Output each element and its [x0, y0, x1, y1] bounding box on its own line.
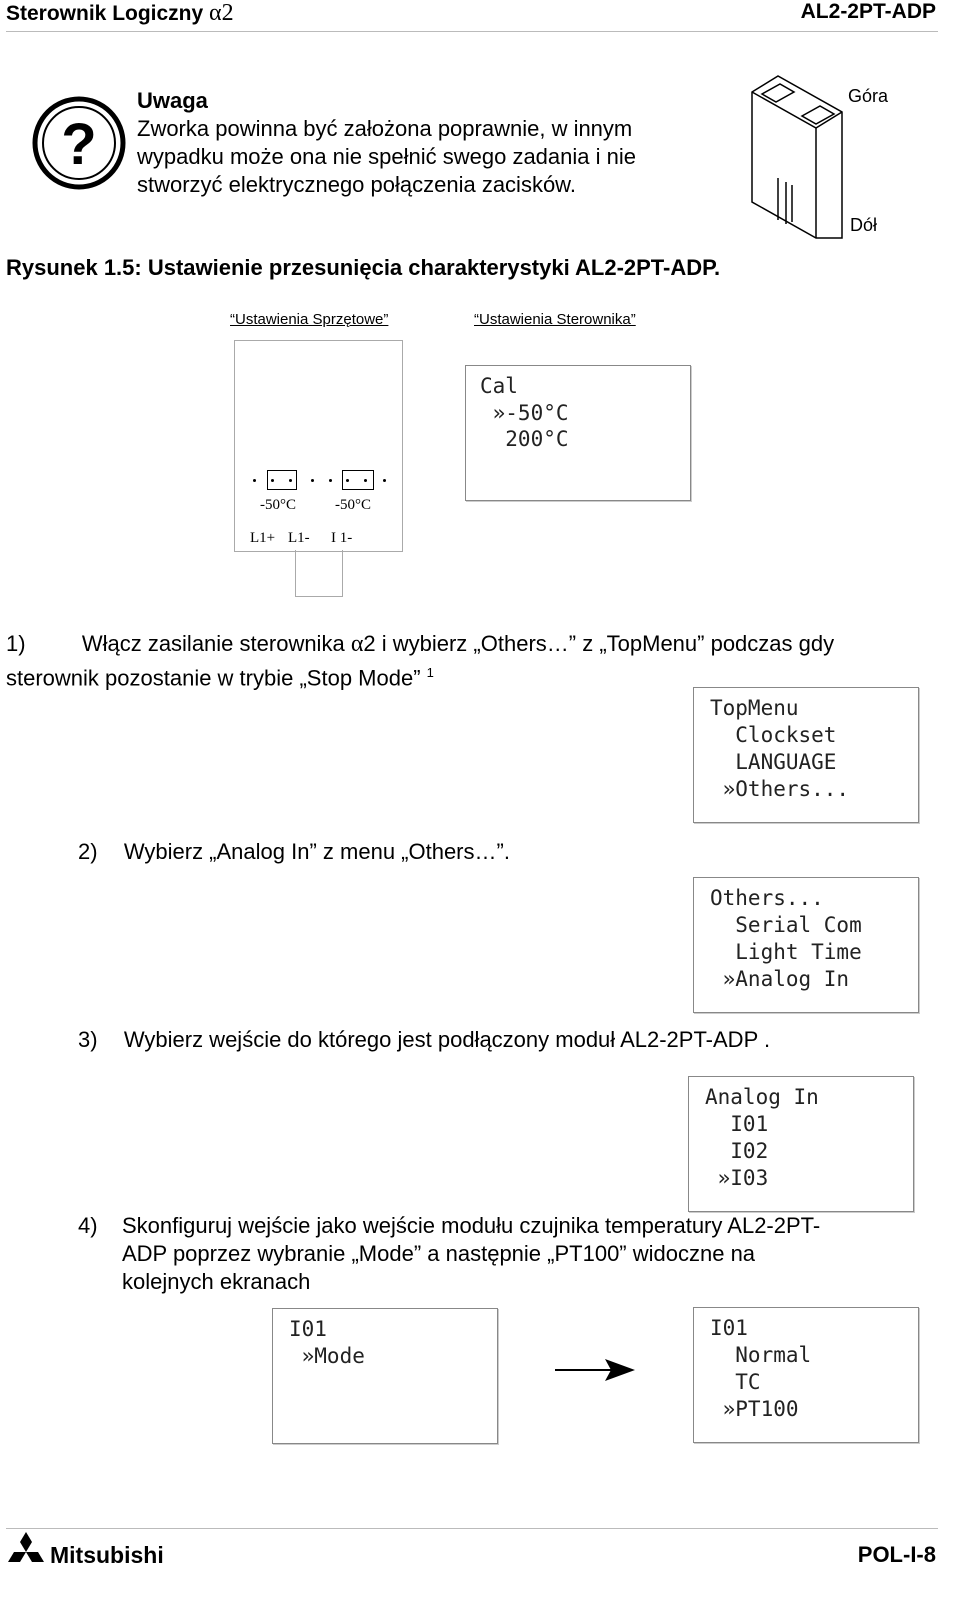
footer-rule: [6, 1528, 938, 1529]
step-text: Włącz zasilanie sterownika: [81, 631, 345, 656]
lcd-line: I02: [705, 1139, 769, 1163]
lcd-line: Cal: [480, 374, 518, 398]
header-product-name: Sterownik Logiczny: [6, 2, 204, 25]
jumper-bottom-label: Dół: [850, 215, 878, 235]
svg-text:?: ?: [61, 112, 97, 177]
lcd-line: I01: [710, 1316, 748, 1340]
step-4: [122, 1212, 932, 1296]
pin-dot: [329, 479, 332, 482]
hardware-module: [234, 340, 403, 552]
step-3: [78, 1026, 770, 1054]
step-2: [78, 838, 510, 866]
lcd-line: »-50°C: [480, 401, 569, 425]
hw-terminal-l1-plus: L1+: [250, 530, 276, 546]
lcd-mode-screen: [272, 1308, 498, 1444]
footnote-marker: 1: [426, 665, 434, 680]
pin-dot: [253, 479, 256, 482]
lcd-line: TC: [710, 1370, 761, 1394]
controller-settings-label: “Ustawienia Sterownika”: [474, 311, 636, 328]
hardware-connector: [295, 550, 343, 597]
step-number: 2): [78, 839, 98, 864]
lcd-line: TopMenu: [710, 696, 799, 720]
lcd-line: Analog In: [705, 1085, 819, 1109]
step-text: Wybierz „Analog In” z menu „Others…”.: [123, 839, 510, 864]
figure-caption: Rysunek 1.5: Ustawienie przesunięcia charakterystyki AL2-2PT-ADP.: [6, 255, 721, 280]
step-text: Skonfiguruj wejście jako wejście modułu czujnika temperatury AL2-2PT-: [122, 1213, 821, 1238]
lcd-line: 200°C: [480, 427, 569, 451]
hw-temp-left: -50°C: [260, 497, 296, 513]
question-mark-icon: [32, 96, 126, 190]
mitsubishi-logo-icon: [6, 1532, 46, 1568]
jumper-right: [342, 470, 374, 490]
lcd-line: Light Time: [710, 940, 862, 964]
step-1: [6, 630, 936, 658]
step-number: 1): [6, 631, 26, 656]
lcd-line: LANGUAGE: [710, 750, 837, 774]
lcd-line: »Others...: [710, 777, 850, 801]
alpha-symbol: α: [350, 631, 364, 657]
lcd-line: »PT100: [710, 1397, 799, 1421]
step-text: kolejnych ekranach: [122, 1269, 311, 1294]
note-line: wypadku może ona nie spełnić swego zadania i nie: [137, 144, 636, 169]
step-text: sterownik pozostanie w trybie „Stop Mode”: [6, 665, 421, 691]
step-4-number: 4): [78, 1213, 98, 1238]
footer-page-number: POL-I-8: [857, 1542, 936, 1567]
lcd-topmenu-screen: [693, 687, 919, 823]
pin-dot: [311, 479, 314, 482]
arrow-right-icon: [555, 1357, 637, 1383]
lcd-line: Normal: [710, 1343, 812, 1367]
lcd-line: I01: [705, 1112, 769, 1136]
jumper-left: [267, 470, 297, 490]
lcd-pt100-screen: [693, 1307, 919, 1443]
lcd-line: »Mode: [289, 1344, 365, 1368]
step-text: ADP poprzez wybranie „Mode” a następnie „PT100” widoczne na: [122, 1241, 756, 1266]
header-left-title: [6, 0, 234, 27]
lcd-line: I01: [289, 1317, 327, 1341]
lcd-cal-screen: [465, 365, 691, 501]
note-line: Zworka powinna być założona poprawnie, w innym: [137, 116, 633, 141]
lcd-line: Clockset: [710, 723, 837, 747]
note-title: Uwaga: [137, 88, 208, 113]
jumper-illustration: [748, 72, 848, 242]
hardware-settings-label: “Ustawienia Sprzętowe”: [230, 311, 389, 328]
lcd-line: Others...: [710, 886, 824, 910]
hw-terminal-i1-minus: I 1-: [331, 530, 353, 546]
lcd-line: »Analog In: [710, 967, 850, 991]
lcd-line: »I03: [705, 1166, 769, 1190]
step-1-line2: [6, 659, 434, 692]
lcd-others-screen: [693, 877, 919, 1013]
lcd-analog-in-screen: [688, 1076, 914, 1212]
note-body: [137, 115, 636, 199]
note-line: stworzyć elektrycznego połączenia zacisków.: [137, 172, 576, 197]
hw-temp-right: -50°C: [335, 497, 371, 513]
pin-dot: [383, 479, 386, 482]
hw-terminal-l1-minus: L1-: [288, 530, 310, 546]
step-text: Wybierz wejście do którego jest podłączony moduł AL2-2PT-ADP .: [123, 1027, 771, 1052]
footer-brand: Mitsubishi: [50, 1542, 164, 1568]
header-rule: [6, 31, 938, 32]
header-right-title: AL2-2PT-ADP: [800, 0, 936, 23]
step-number: 3): [78, 1027, 98, 1052]
header-alpha-symbol: α2: [209, 0, 234, 26]
lcd-line: Serial Com: [710, 913, 862, 937]
jumper-top-label: Góra: [848, 86, 889, 106]
step-text: 2 i wybierz „Others…” z „TopMenu” podczas gdy: [363, 631, 835, 656]
